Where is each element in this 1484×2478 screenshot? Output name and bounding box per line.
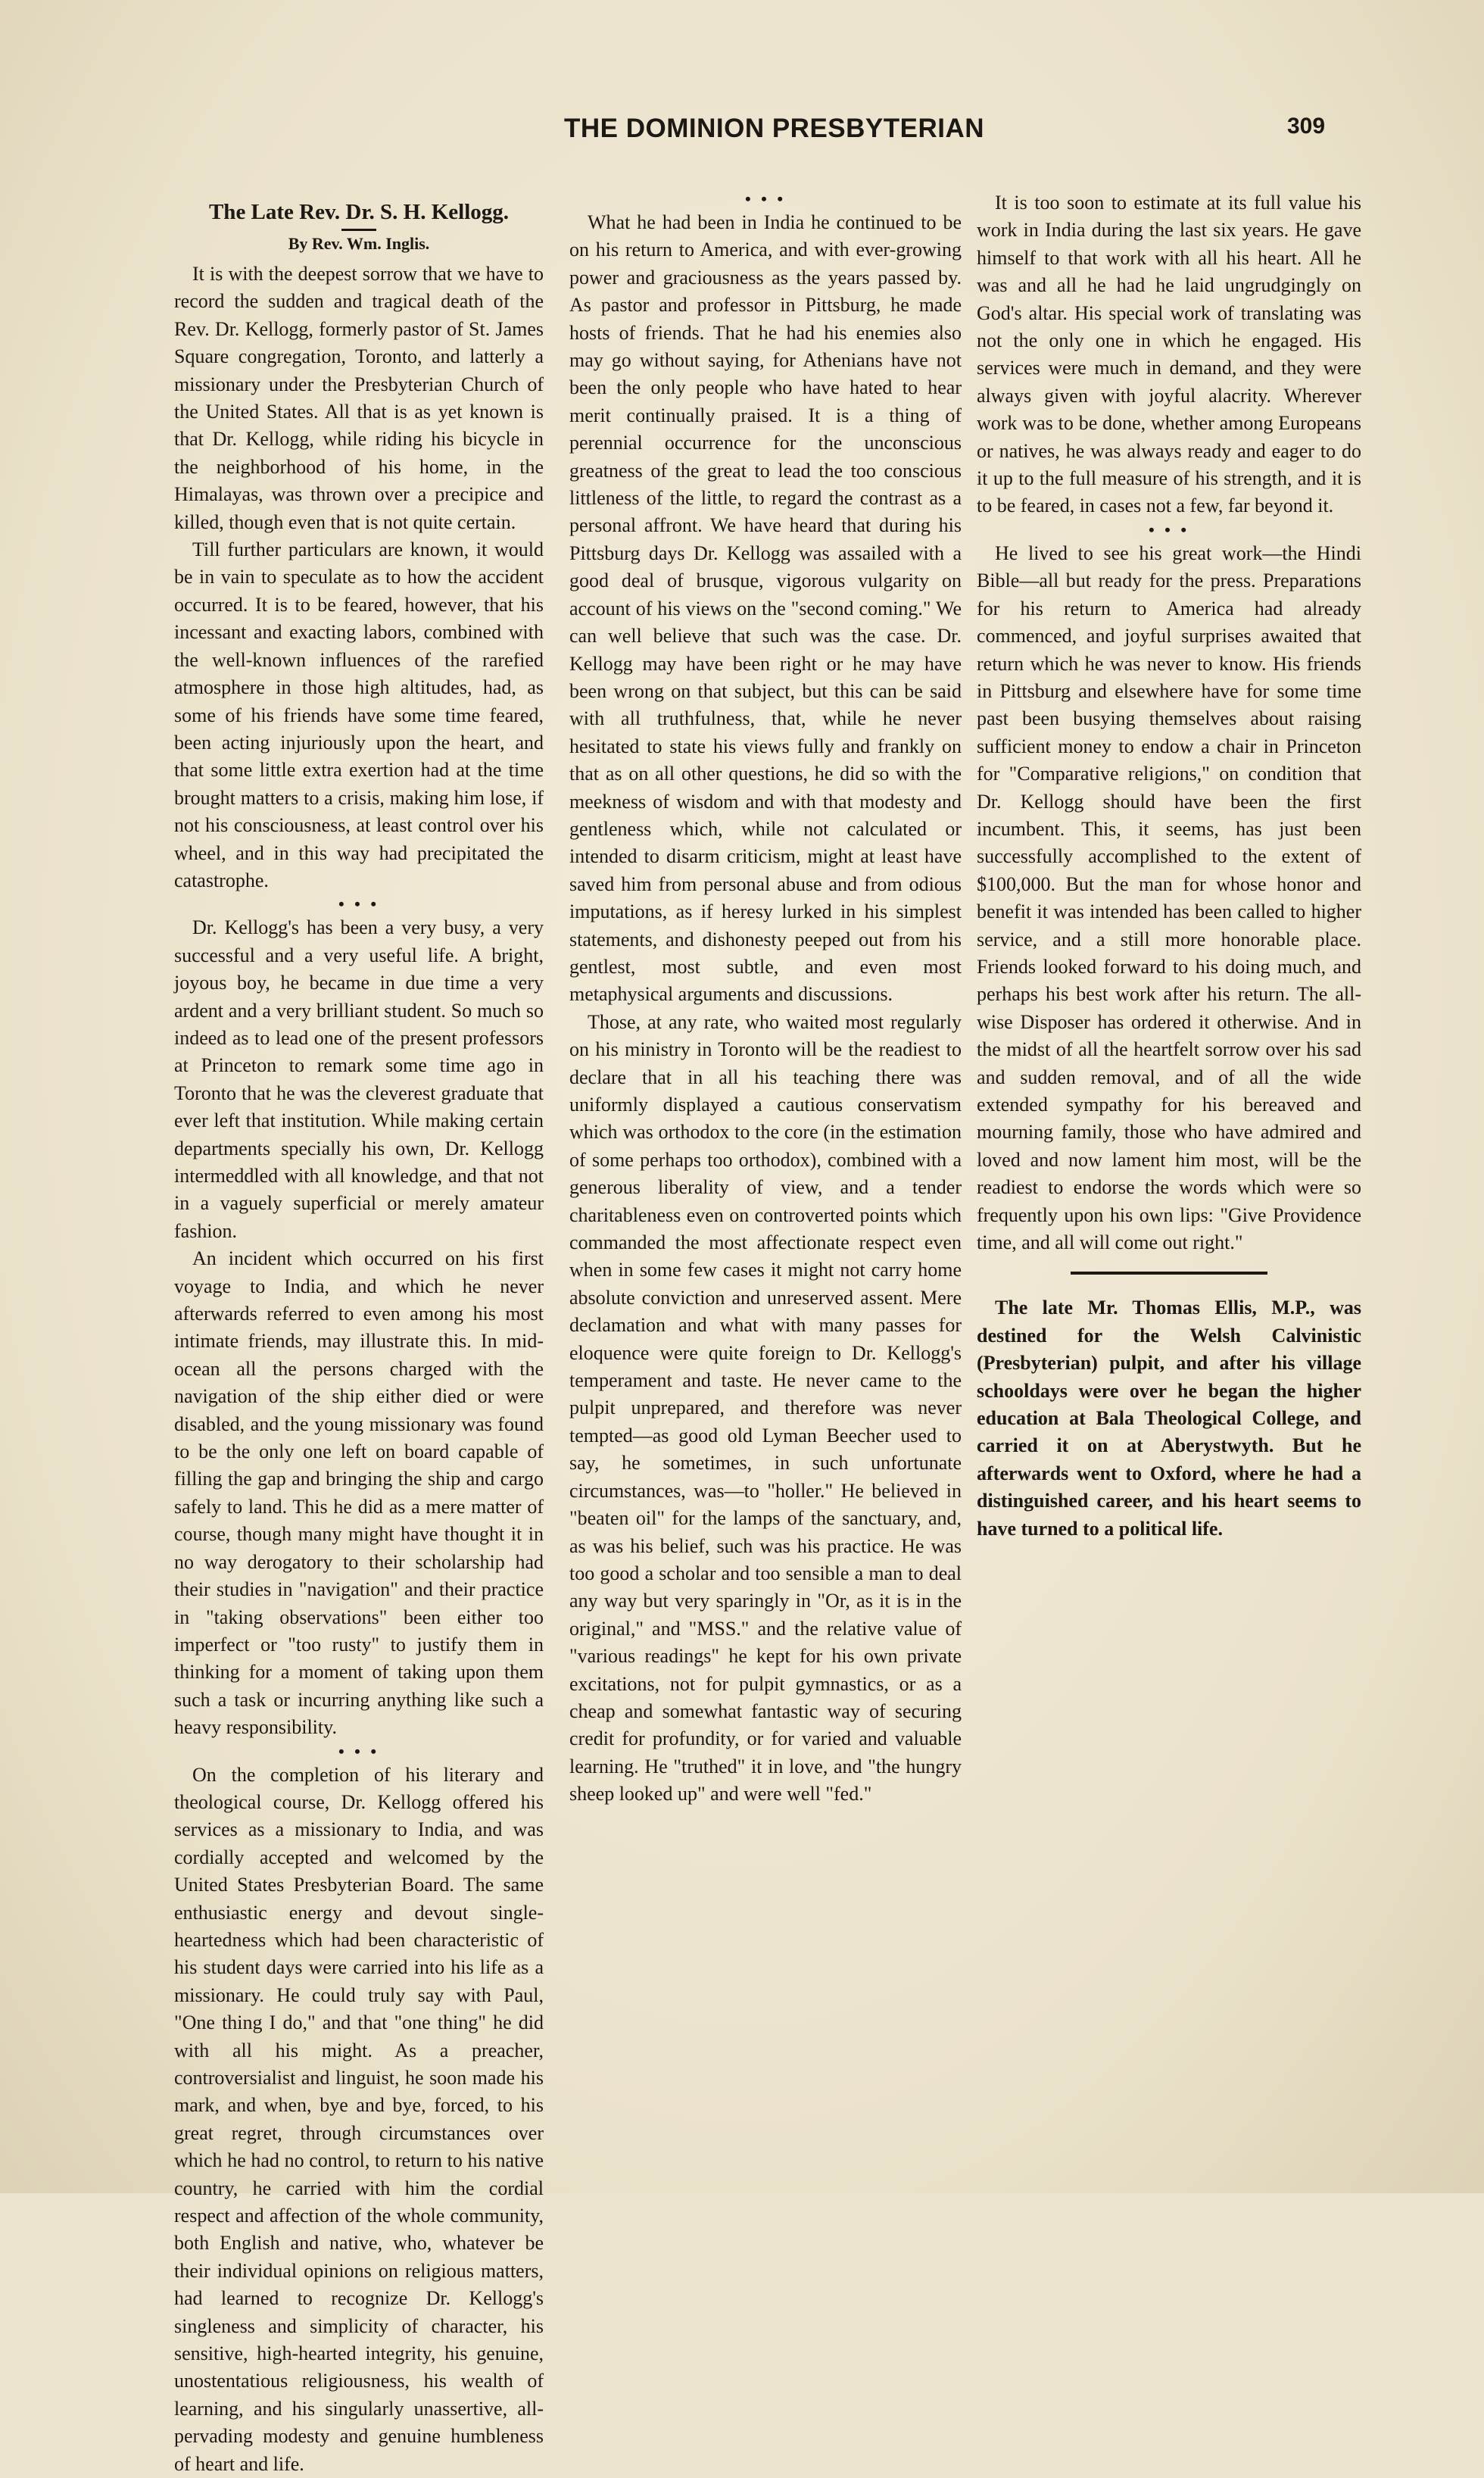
section-separator: • • •	[338, 894, 380, 914]
column-3	[977, 189, 1361, 2128]
byline	[174, 229, 544, 254]
paragraph-5: On the completion of his literary and theological course, Dr. Kellogg offered his services as a missionary to India, and was cordially accepted and welcomed by the United States Presbyterian Board. The same enthusiastic energy and devout single-heartedness which had been characteristic of his student days were carried into his life as a missionary. He could truly say with Paul, "One thing I do," and that "one thing" he did with all his might. As a preacher, controversialist and linguist, he soon made his mark, and when, bye and bye, forced, to his great regret, through circumstances over which he had no control, to return to his native country, he carried with him the cordial respect and affection of the whole community, both English and native, who, whatever be their individual opinions on religious matters, had learned to recognize Dr. Kellogg's singleness and simplicity of character, his sensitive, high-hearted integrity, his genuine, unostentatious religiousness, his wealth of learning, and his singularly unassertive, all-pervading modesty and genuine humbleness of heart and life.	[174, 1763, 544, 2475]
byline-rule	[341, 229, 376, 231]
paragraph-4: An incident which occurred on his first voyage to India, and which he never afterwards referred to even among his most intimate friends, may illustrate this. In mid-ocean all the persons charged with the navigation of the ship either died or were disabled, and the young missionary was found to be the only one left on board capable of filling the gap and bringing the ship and cargo safely to land. This he did as a mere matter of course, though many might have thought it in no way derogatory to their scholarship had their studies in "navigation" and their practice in "taking observations" been either too imperfect or "too rusty" to justify them in thinking for a moment of taking upon them such a task or incurring anything like such a heavy responsibility.	[174, 1247, 544, 1739]
article-title: The Late Rev. Dr. S. H. Kellogg.	[208, 200, 510, 224]
column-2	[569, 189, 962, 2128]
page-number: 309	[1287, 114, 1326, 139]
section-separator: • • •	[1148, 520, 1190, 539]
paragraph-3: Dr. Kellogg's has been a very busy, a very successful and a very useful life. A bright, joyous boy, he became in due time a very ardent and a very brilliant student. So much so indeed as to lead one of the present professors at Princeton to remark some time ago in Toronto that he was the cleverest graduate that ever left that institution. While making certain departments specially his own, Dr. Kellogg intermeddled with all knowledge, and that not in a vaguely superficial or merely amateur fashion.	[174, 916, 544, 1242]
byline-text: By Rev. Wm. Inglis.	[288, 234, 430, 253]
paragraph-9: He lived to see his great work—the Hindi Bible—all but ready for the press. Preparations for his return to America had already commenced, and joyful surprises awaited that return which he was never to know. His friends in Pittsburg and elsewhere have for some time past been busying themselves about raising sufficient money to endow a chair in Princeton for "Comparative religions," on condition that Dr. Kellogg should have been the first incumbent. This, it seems, has just been successfully accomplished to the extent of $100,000. But the man for whose honor and benefit it was intended has been called to higher service, and a still more honorable place. Friends looked forward to his doing much, and perhaps his best work after his return. The all-wise Disposer has ordered it otherwise. And in the midst of all the heartfelt sorrow over his sad and sudden removal, and of all the wide extended sympathy for his bereaved and mourning family, those who have admired and loved and now lament him most, will be the readiest to endorse the words which were so frequently upon his own lips: "Give Providence time, and all will come out right."	[977, 541, 1361, 1254]
paragraph-2: Till further particulars are known, it would be in vain to speculate as to how the accident occurred. It is to be feared, however, that his incessant and exacting labors, combined with the well-known influences of the rarefied atmosphere in those high altitudes, had, as some of his friends have some time feared, been acting injuriously upon the heart, and that some little extra exertion had at the time brought matters to a crisis, making him lose, if not his consciousness, at least control over his wheel, and in this way had precipitated the catastrophe.	[174, 538, 544, 891]
paragraph-8: It is too soon to estimate at its full value his work in India during the last six years. He gave himself to that work with all his heart. All he was and all he had he laid ungrudgingly on God's altar. His special work of translating was not the only one in which he engaged. His services were much in demand, and they were always given with joyful alacrity. Wherever work was to be done, whether among Europeans or natives, he was always ready and eager to do it up to the full measure of his strength, and it is to be feared, in cases not a few, far beyond it.	[977, 192, 1361, 517]
paragraph-1: It is with the deepest sorrow that we have to record the sudden and tragical death of the Rev. Dr. Kellogg, formerly pastor of St. James Square congregation, Toronto, and latterly a missionary under the Presbyterian Church of the United States. All that is as yet known is that Dr. Kellogg, while riding his bicycle in the neighborhood of his home, in the Himalayas, was thrown over a precipice and killed, though even that is not quite certain.	[174, 263, 544, 533]
section-separator: • • •	[744, 189, 787, 208]
paragraph-7: Those, at any rate, who waited most regularly on his ministry in Toronto will be the readiest to declare that in all his teaching there was uniformly displayed a cautious conservatism which was orthodox to the core (in the estimation of some perhaps too orthodox), combined with a generous liberality of view, and a tender charitableness even on controverted points which commanded the most affectionate respect even when in some few cases it might not carry home absolute conviction and unreserved assent. Mere declamation and what with many passes for eloquence were quite foreign to Dr. Kellogg's temperament and taste. He never came to the pulpit unprepared, and therefore was never tempted—as good old Lyman Beecher used to say, he sometimes, in such unfortunate circumstances, was—to "holler." He believed in "beaten oil" for the lamps of the sanctuary, and, as was his belief, such was his practice. He was too good a scholar and too sensible a man to deal any way but very sparingly in "Or, as it is in the original," and "MSS." and the relative value of "various readings" he kept for his own private excitations, not for pulpit gymnastics, or as a cheap and somewhat fantastic way of securing credit for profundity, or for varied and valuable learning. He "truthed" it in love, and "the hungry sheep looked up" and were well "fed."	[569, 1010, 962, 1805]
section-separator: • • •	[338, 1741, 380, 1761]
column-1	[174, 189, 544, 2475]
notice-paragraph: The late Mr. Thomas Ellis, M.P., was destined for the Welsh Calvinistic (Presbyterian) pulpit, and after his village schooldays were over he began the higher education at Bala Theological College, and carried it on at Aberystwyth. But he afterwards went to Oxford, where he had a distinguished career, and his heart seems to have turned to a political life.	[977, 1297, 1361, 1540]
running-head: THE DOMINION PRESBYTERIAN	[564, 114, 985, 143]
section-rule	[1071, 1272, 1267, 1275]
paragraph-6: What he had been in India he continued to be on his return to America, and with ever-growing power and graciousness as the years passed by. As pastor and professor in Pittsburg, he made hosts of friends. That he had his enemies also may go without saying, for Athenians have not been the only people who have hated to hear merit continually praised. It is a thing of perennial occurrence for the unconscious greatness of the great to lead the too conscious littleness of the little, to regard the contrast as a personal affront. We have heard that during his Pittsburg days Dr. Kellogg was assailed with a good deal of brusque, vigorous vulgarity on account of his views on the "second coming." We can well believe that such was the case. Dr. Kellogg may have been right or he may have been wrong on that subject, but this can be said with all truthfulness, that, while he never hesitated to state his views fully and frankly on that as on all other questions, he did so with the meekness of wisdom and with that modesty and gentleness which, while not calculated or intended to disarm criticism, might at least have saved him from personal abuse and from odious imputations, as if heresy lurked in his simplest statements, and dishonesty peeped out from his gentlest, most subtle, and even most metaphysical arguments and discussions.	[569, 211, 962, 1006]
